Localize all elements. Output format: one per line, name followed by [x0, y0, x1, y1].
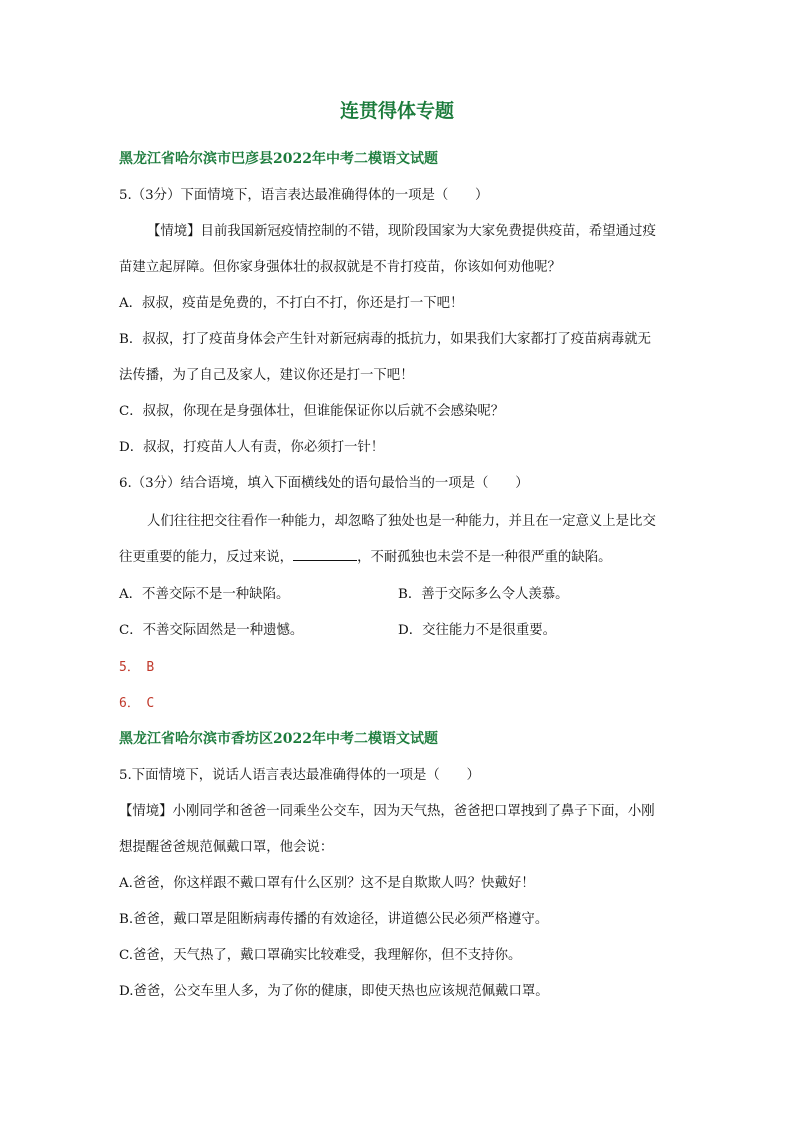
question-5b-option-d: D.爸爸，公交车里人多，为了你的健康，即使天热也应该规范佩戴口罩。: [119, 984, 549, 999]
section-heading-xiangfang: 黑龙江省哈尔滨市香坊区2022年中考二模语文试题: [119, 731, 438, 747]
question-6-passage-line2: [119, 546, 612, 565]
question-6-option-c: C．不善交际固然是一种遗憾。: [119, 623, 304, 638]
passage-text-before-blank: 往更重要的能力，反过来说，: [119, 550, 294, 565]
fill-in-blank: [293, 559, 357, 561]
question-5b-context-line1: 【情境】小刚同学和爸爸一同乘坐公交车，因为天气热，爸爸把口罩拽到了鼻子下面，小刚: [119, 804, 655, 819]
question-5-option-c: C．叔叔，你现在是身强体壮，但谁能保证你以后就不会感染呢？: [119, 404, 505, 419]
question-5-option-d: D．叔叔，打疫苗人人有责，你必须打一针！: [119, 440, 385, 455]
question-6-option-a: A．不善交际不是一种缺陷。: [119, 587, 290, 602]
answer-5: 5． B: [119, 660, 155, 675]
question-5b-option-a: A.爸爸，你这样跟不戴口罩有什么区别？这不是自欺欺人吗？快戴好！: [119, 876, 535, 891]
question-6-option-b: B．善于交际多么令人羡慕。: [398, 587, 569, 602]
question-5b-option-b: B.爸爸，戴口罩是阻断病毒传播的有效途径，讲道德公民必须严格遵守。: [119, 912, 549, 927]
question-5-option-b-line2: 法传播，为了自己及家人，建议你还是打一下吧！: [119, 368, 414, 383]
question-5b-context-line2: 想提醒爸爸规范佩戴口罩，他会说：: [119, 840, 334, 855]
passage-text-after-blank: ，不耐孤独也未尝不是一种很严重的缺陷。: [357, 550, 612, 565]
question-5b-option-c: C.爸爸，天气热了，戴口罩确实比较难受，我理解你，但不支持你。: [119, 948, 522, 963]
question-5b-stem: 5.下面情境下，说话人语言表达最准确得体的一项是（ ）: [119, 768, 480, 783]
question-6-stem: 6.（3分）结合语境，填入下面横线处的语句最恰当的一项是（ ）: [119, 476, 529, 491]
answer-6: 6． C: [119, 696, 155, 711]
question-6-option-d: D．交往能力不是很重要。: [398, 623, 557, 638]
question-5-stem: 5.（3分）下面情境下，语言表达最准确得体的一项是（ ）: [119, 188, 489, 203]
question-6-passage-line1: 人们往往把交往看作一种能力，却忽略了独处也是一种能力，并且在一定意义上是比交: [147, 514, 656, 529]
section-heading-bayan: 黑龙江省哈尔滨市巴彦县2022年中考二模语文试题: [119, 151, 438, 167]
question-5-context-line1: 【情境】目前我国新冠疫情控制的不错，现阶段国家为大家免费提供疫苗，希望通过疫: [147, 224, 656, 239]
question-5-context-line2: 苗建立起屏障。但你家身强体壮的叔叔就是不肯打疫苗，你该如何劝他呢？: [119, 260, 561, 275]
question-5-option-b-line1: B．叔叔，打了疫苗身体会产生针对新冠病毒的抵抗力，如果我们大家都打了疫苗病毒就无: [119, 332, 652, 347]
document-title: 连贯得体专题: [339, 100, 454, 122]
question-5-option-a: A．叔叔，疫苗是免费的，不打白不打，你还是打一下吧！: [119, 296, 464, 311]
